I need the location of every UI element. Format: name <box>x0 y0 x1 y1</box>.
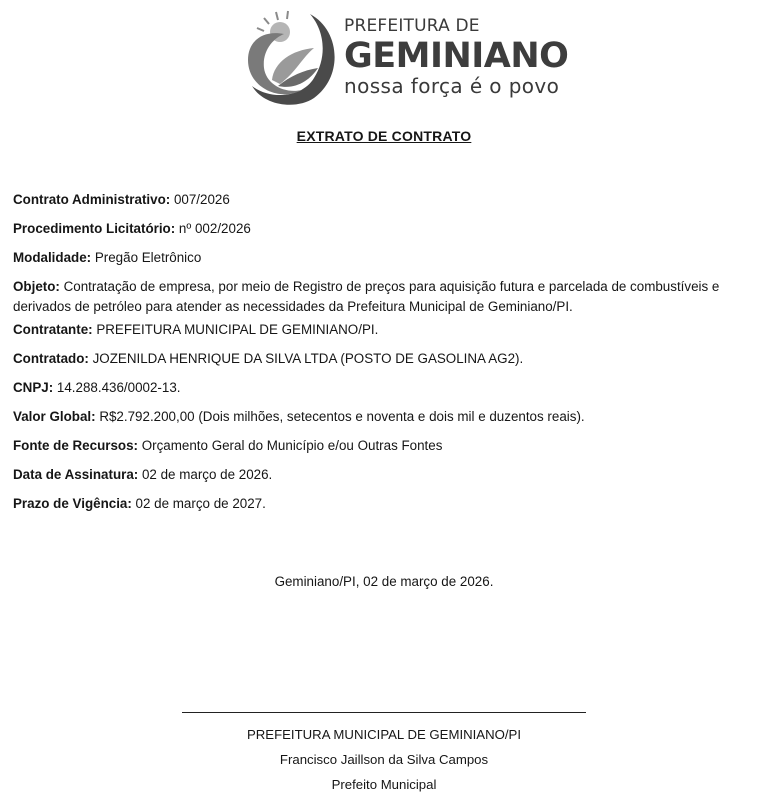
signature-role: Prefeito Municipal <box>331 777 437 792</box>
field-objeto <box>13 277 758 317</box>
field-data-assinatura <box>13 465 758 485</box>
signature-line <box>182 712 586 713</box>
place-and-date: Geminiano/PI, 02 de março de 2026. <box>274 574 494 589</box>
signature-block <box>0 722 768 797</box>
field-value: Orçamento Geral do Município e/ou Outras Fontes <box>138 438 443 453</box>
field-modalidade <box>13 248 758 268</box>
field-value: JOZENILDA HENRIQUE DA SILVA LTDA (POSTO DE GASOLINA AG2). <box>88 351 524 366</box>
field-label: Fonte de Recursos: <box>13 438 139 453</box>
field-label: Procedimento Licitatório: <box>13 221 176 236</box>
field-value: 02 de março de 2027. <box>131 496 266 511</box>
field-value: 007/2026 <box>170 192 230 207</box>
signature-entity: PREFEITURA MUNICIPAL DE GEMINIANO/PI <box>246 727 522 742</box>
field-label: Prazo de Vigência: <box>13 496 132 511</box>
logo-text <box>344 16 568 97</box>
field-value: 14.288.436/0002-13. <box>53 380 181 395</box>
field-label: Valor Global: <box>13 409 96 424</box>
prefeitura-logo <box>240 6 569 110</box>
signature-name: Francisco Jaillson da Silva Campos <box>279 752 489 767</box>
field-value: nº 002/2026 <box>175 221 251 236</box>
field-value: 02 de março de 2026. <box>138 467 273 482</box>
field-label: CNPJ: <box>13 380 54 395</box>
field-label: Data de Assinatura: <box>13 467 139 482</box>
field-label: Contrato Administrativo: <box>13 192 171 207</box>
field-label: Contratado: <box>13 351 89 366</box>
field-valor-global <box>13 407 758 427</box>
field-label: Contratante: <box>13 322 93 337</box>
field-contratante <box>13 320 758 340</box>
contract-fields <box>13 190 758 523</box>
logo-line-slogan: nossa força é o povo <box>344 74 560 98</box>
field-contratado <box>13 349 758 369</box>
field-procedimento <box>13 219 758 239</box>
field-label: Objeto: <box>13 279 60 294</box>
document-title: EXTRATO DE CONTRATO <box>296 128 472 144</box>
field-label: Modalidade: <box>13 250 92 265</box>
field-contrato <box>13 190 758 210</box>
field-cnpj <box>13 378 758 398</box>
logo-line-prefeitura: PREFEITURA DE <box>344 16 480 36</box>
field-value: PREFEITURA MUNICIPAL DE GEMINIANO/PI. <box>92 322 379 337</box>
field-value: Contratação de empresa, por meio de Registro de preços para aquisição futura e parcelada de combustíveis e derivados de petróleo para atender as necessidades da Prefeitura Municipal de Geminiano/PI. <box>13 279 720 314</box>
field-value: Pregão Eletrônico <box>91 250 202 265</box>
field-fonte-recursos <box>13 436 758 456</box>
logo-emblem-icon <box>240 6 344 110</box>
logo-line-municipality: GEMINIANO <box>344 36 569 76</box>
field-value: R$2.792.200,00 (Dois milhões, setecentos e noventa e dois mil e duzentos reais). <box>95 409 585 424</box>
field-prazo-vigencia <box>13 494 758 514</box>
